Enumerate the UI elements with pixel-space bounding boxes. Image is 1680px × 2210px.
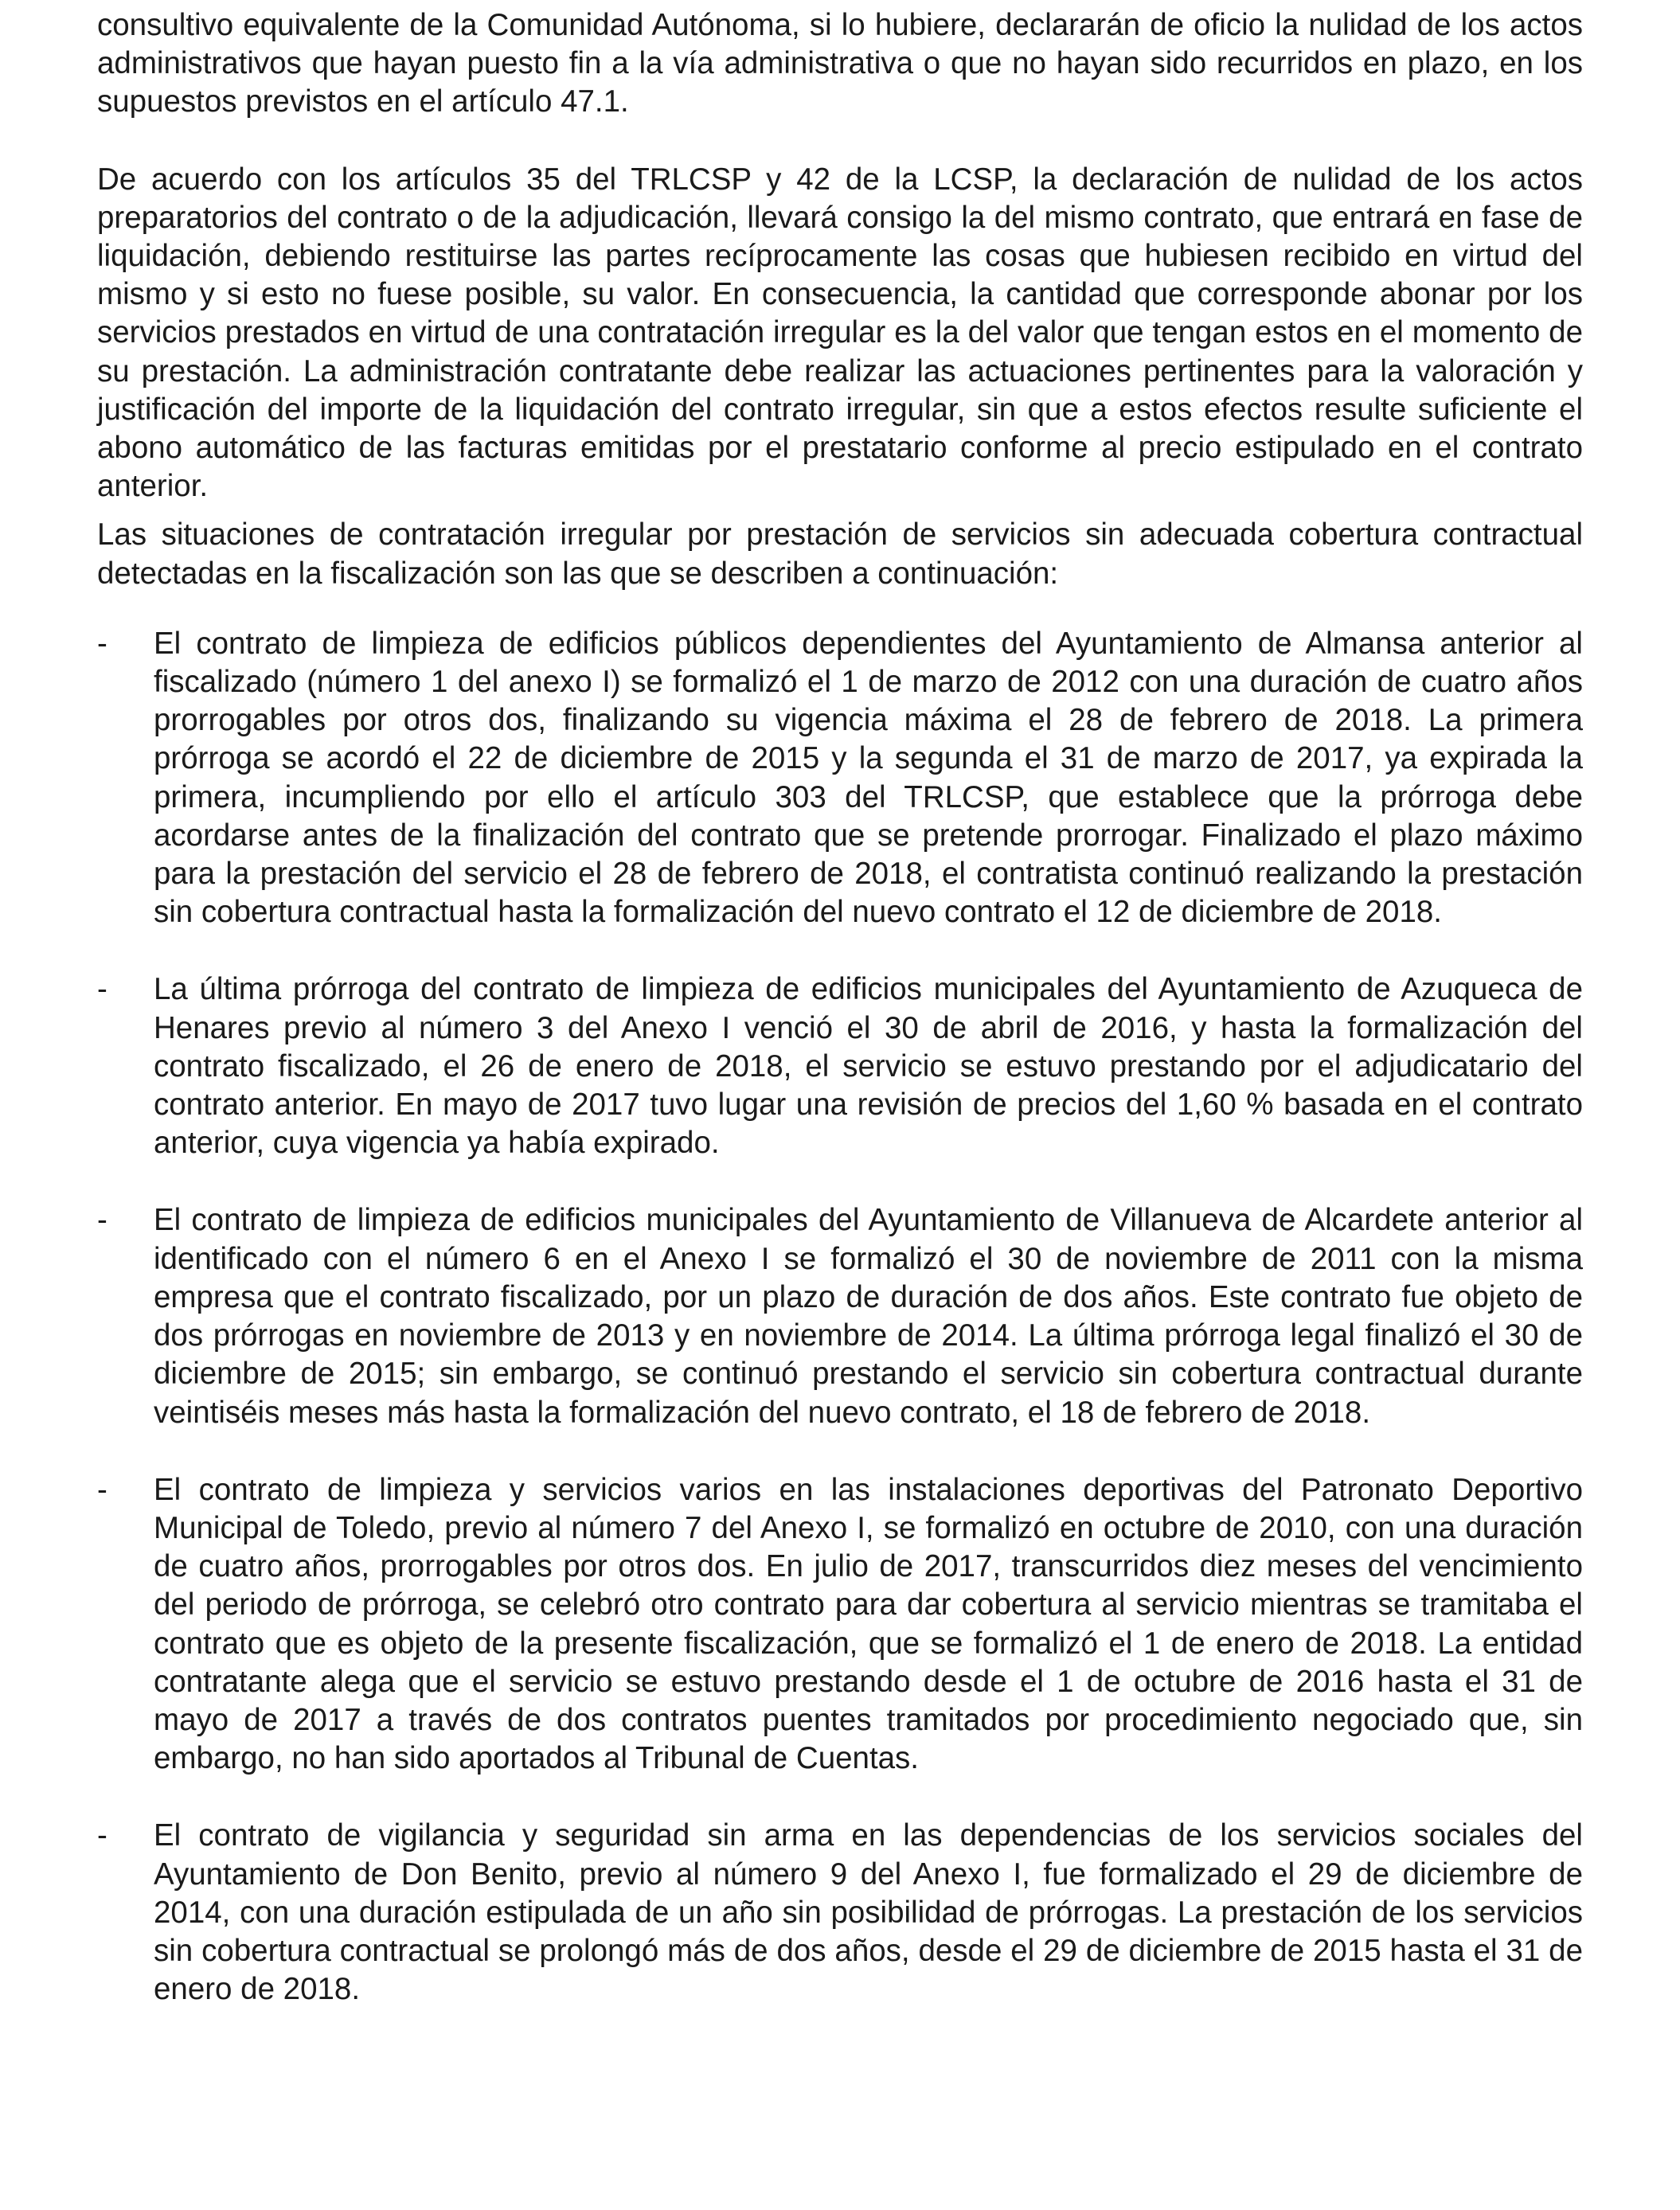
- paragraph-situaciones-irregulares: Las situaciones de contratación irregular por prestación de servicios sin adecuada cobertura contractual detectadas en la fiscalización son las que se describen a continuación:: [97, 517, 1583, 591]
- document-page: [97, 6, 1583, 2009]
- list-item-text: El contrato de limpieza de edificios públicos dependientes del Ayuntamiento de Almansa anterior al fiscalizado (número 1 del anexo I) se formalizó el 1 de marzo de 2012 con una duración de cuatro años prorrogables por otros dos, finalizando su vigencia máxima el 28 de febrero de 2018. La primera prórroga se acordó el 22 de diciembre de 2015 y la segunda el 31 de marzo de 2017, ya expirada la primera, incumpliendo por ello el artículo 303 del TRLCSP, que establece que la prórroga debe acordarse antes de la finalización del contrato que se pretende prorrogar. Finalizado el plazo máximo para la prestación del servicio el 28 de febrero de 2018, el contratista continuó realizando la prestación sin cobertura contractual hasta la formalización del nuevo contrato el 12 de diciembre de 2018.: [154, 626, 1583, 930]
- list-item-azuqueca: [97, 970, 1583, 1162]
- list-item-text: El contrato de limpieza y servicios varios en las instalaciones deportivas del Patronato Deportivo Municipal de Toledo, previo al número 7 del Anexo I, se formalizó en octubre de 2010, con una duración de cuatro años, prorrogables por otros dos. En julio de 2017, transcurridos diez meses del vencimiento del periodo de prórroga, se celebró otro contrato para dar cobertura al servicio mientras se tramitaba el contrato que es objeto de la presente fiscalización, que se formalizó el 1 de enero de 2018. La entidad contratante alega que el servicio se estuvo prestando desde el 1 de octubre de 2016 hasta el 31 de mayo de 2017 a través de dos contratos puentes tramitados por procedimiento negociado que, sin embargo, no han sido aportados al Tribunal de Cuentas.: [154, 1472, 1583, 1776]
- list-item-don-benito: [97, 1817, 1583, 2009]
- bullet-dash: -: [97, 1203, 107, 1238]
- list-item-almansa: [97, 625, 1583, 932]
- paragraph-nulidad-oficio: consultivo equivalente de la Comunidad Autónoma, si lo hubiere, declararán de oficio la nulidad de los actos administrativos que hayan puesto fin a la vía administrativa o que no hayan sido recurridos en plazo, en los supuestos previstos en el artículo 47.1.: [97, 8, 1583, 119]
- list-item-text: La última prórroga del contrato de limpieza de edificios municipales del Ayuntamiento de Azuqueca de Henares previo al número 3 del Anexo I venció el 30 de abril de 2016, y hasta la formalización del contrato fiscalizado, el 26 de enero de 2018, el servicio se estuvo prestando por el adjudicatario del contrato anterior. En mayo de 2017 tuvo lugar una revisión de precios del 1,60 % basada en el contrato anterior, cuya vigencia ya había expirado.: [154, 972, 1583, 1161]
- list-item-text: El contrato de limpieza de edificios municipales del Ayuntamiento de Villanueva de Alcardete anterior al identificado con el número 6 en el Anexo I se formalizó el 30 de noviembre de 2011 con la misma empresa que el contrato fiscalizado, por un plazo de duración de dos años. Este contrato fue objeto de dos prórrogas en noviembre de 2013 y en noviembre de 2014. La última prórroga legal finalizó el 30 de diciembre de 2015; sin embargo, se continuó prestando el servicio sin cobertura contractual durante veintiséis meses más hasta la formalización del nuevo contrato, el 18 de febrero de 2018.: [154, 1203, 1583, 1430]
- list-item-text: El contrato de vigilancia y seguridad sin arma en las dependencias de los servicios sociales del Ayuntamiento de Don Benito, previo al número 9 del Anexo I, fue formalizado el 29 de diciembre de 2014, con una duración estipulada de un año sin posibilidad de prórrogas. La prestación de los servicios sin cobertura contractual se prolongó más de dos años, desde el 29 de diciembre de 2015 hasta el 31 de enero de 2018.: [154, 1818, 1583, 2007]
- bullet-dash: -: [97, 626, 107, 661]
- bullet-dash: -: [97, 1818, 107, 1853]
- list-item-toledo: [97, 1471, 1583, 1779]
- paragraph-declaracion-nulidad: De acuerdo con los artículos 35 del TRLCSP y 42 de la LCSP, la declaración de nulidad de los actos preparatorios del contrato o de la adjudicación, llevará consigo la del mismo contrato, que entrará en fase de liquidación, debiendo restituirse las partes recíprocamente las cosas que hubiesen recibido en virtud del mismo y si esto no fuese posible, su valor. En consecuencia, la cantidad que corresponde abonar por los servicios prestados en virtud de una contratación irregular es la del valor que tengan estos en el momento de su prestación. La administración contratante debe realizar las actuaciones pertinentes para la valoración y justificación del importe de la liquidación del contrato irregular, sin que a estos efectos resulte suficiente el abono automático de las facturas emitidas por el prestatario conforme al precio estipulado en el contrato anterior.: [97, 162, 1583, 504]
- list-item-villanueva: [97, 1201, 1583, 1431]
- bullet-dash: -: [97, 1472, 107, 1507]
- bullet-dash: -: [97, 972, 107, 1007]
